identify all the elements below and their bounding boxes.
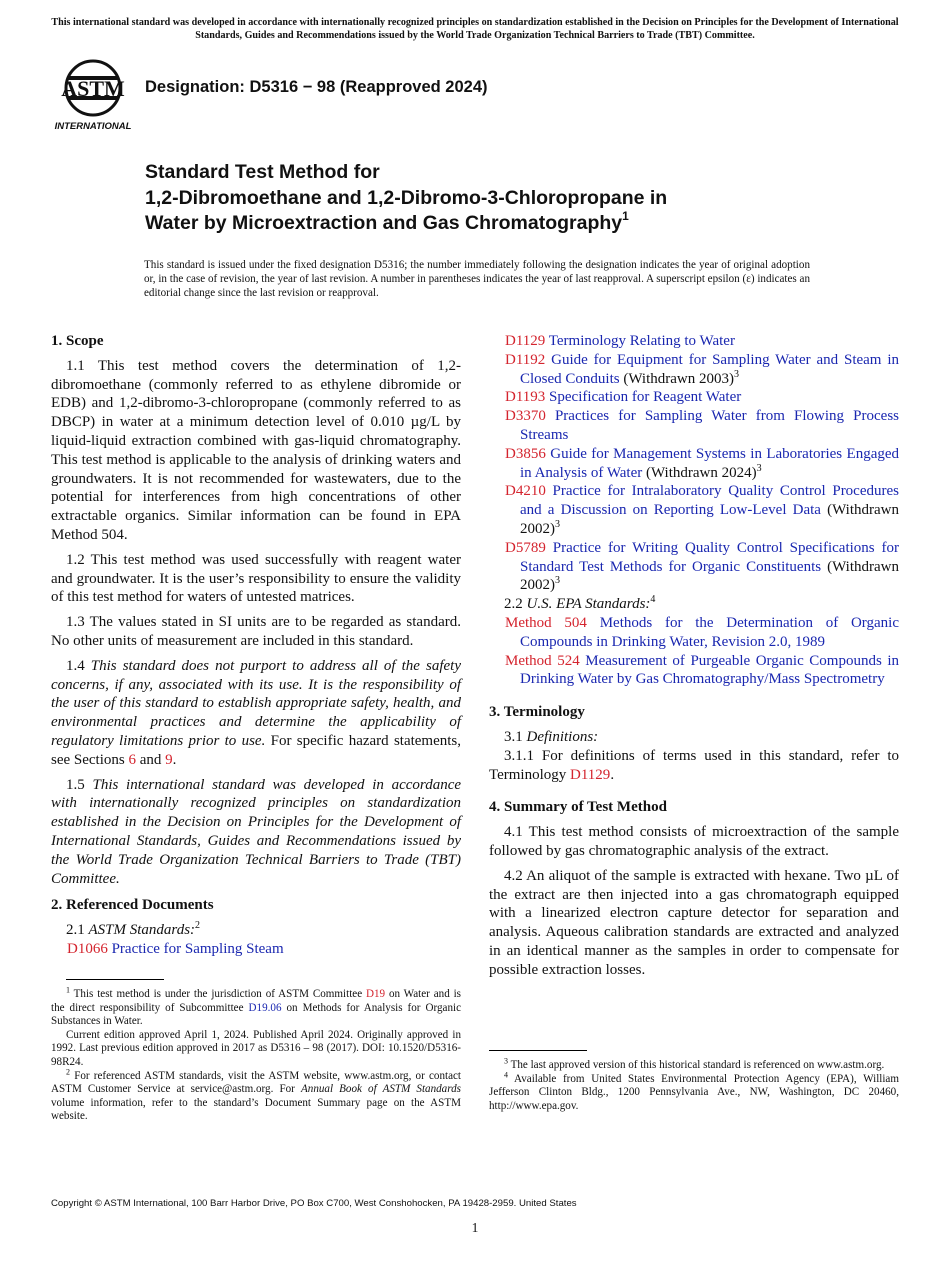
footnote-4-text: Available from United States Environmental Protection Agency (EPA), William Jefferson Clinton Bldg., 1200 Pennsylvania Ave., NW, Washington, DC 20460, http://www.epa.gov.	[489, 1072, 899, 1112]
ref-code[interactable]: D1129	[505, 333, 546, 349]
para-1-4-and: and	[139, 751, 162, 768]
ref-title[interactable]: Terminology Relating to Water	[548, 333, 735, 349]
terminology-link-d1129[interactable]: D1129	[570, 766, 611, 783]
ref-code[interactable]: Method 524	[505, 652, 580, 669]
footnote-1-text-c: on Methods for Analysis for Organic Substances in Water.	[51, 1001, 461, 1028]
footnote-rule-right	[489, 1050, 587, 1051]
ref-code[interactable]: D1193	[505, 389, 546, 406]
para-2-1-num: 2.1	[66, 922, 85, 939]
ref-item[interactable]	[489, 614, 899, 652]
astm-standards-sup: 2	[195, 920, 201, 932]
title-line-2: 1,2-Dibromoethane and 1,2-Dibromo-3-Chloropropane in	[145, 186, 668, 209]
subcommittee-d19-06-link[interactable]: D19.06	[248, 1001, 282, 1014]
ref-title[interactable]: Practice for Intralaboratory Quality Control Procedures and a Discussion on Reporting Low-Level Data	[520, 483, 899, 519]
ref-item[interactable]	[489, 388, 899, 407]
ref-title[interactable]: Practice for Sampling Steam	[111, 940, 284, 957]
right-column	[489, 332, 899, 986]
footnote-2-italic: Annual Book of ASTM Standards	[301, 1083, 462, 1096]
ref-code[interactable]: D1066	[67, 940, 108, 957]
para-4-1: 4.1 This test method consists of microextraction of the sample followed by gas chromatographic analysis of the extract.	[489, 824, 899, 859]
epa-standards-label: U.S. EPA Standards:	[526, 596, 651, 613]
section-6-link[interactable]: 6	[128, 751, 136, 768]
para-1-3: 1.3 The values stated in SI units are to be regarded as standard. No other units of measurement are included in this standard.	[51, 614, 461, 649]
section-9-link[interactable]: 9	[165, 751, 173, 768]
footnote-4-num: 4	[504, 1069, 508, 1079]
title-footnote-mark: 1	[622, 208, 629, 223]
para-2-1	[51, 921, 461, 940]
tbt-notice: This international standard was developed in accordance with internationally recognized principles on standardization established in the Decision on Principles for the Development of International Standards, Guides and Recommendations issued by the World Trade Organization Technical Barriers to Trade (TBT) Committee.	[51, 17, 899, 41]
para-1-5	[51, 776, 461, 889]
para-3-1	[489, 728, 899, 747]
ref-note: (Withdrawn 2024)	[646, 464, 757, 481]
title-line-1: Standard Test Method for	[145, 161, 380, 183]
para-1-4-num: 1.4	[66, 657, 85, 674]
para-4-2: 4.2 An aliquot of the sample is extracted with hexane. Two µL of the extract are then injected into a gas chromatograph equipped with a linearized electron capture detector for separation and analysis. Aqueous calibration standards are extracted and analyzed in an identical manner as the samples in order to compensate for possible extraction losses.	[489, 867, 899, 978]
astm-logo	[52, 56, 134, 132]
ref-title[interactable]: Guide for Equipment for Sampling Water and Steam in Closed Conduits	[520, 351, 900, 387]
footnote-1-num: 1	[66, 985, 70, 995]
logo-text: INTERNATIONAL	[54, 121, 132, 132]
para-2-2	[489, 595, 899, 614]
title-line-3-text: Water by Microextraction and Gas Chromatography	[145, 212, 623, 234]
para-3-1-1-end: .	[610, 766, 615, 783]
ref-title[interactable]: Practices for Sampling Water from Flowing Process Streams	[520, 408, 899, 443]
ref-code[interactable]: D1192	[505, 351, 546, 368]
footnote-rule-left	[66, 979, 164, 980]
footnote-1-text-b: on Water and is the direct responsibility of Subcommittee	[51, 988, 461, 1014]
ref-sup: 3	[555, 518, 560, 530]
ref-title[interactable]: Guide for Management Systems in Laboratories Engaged in Analysis of Water	[520, 445, 900, 481]
ref-sup: 3	[756, 462, 762, 474]
para-1-4-text: For specific hazard statements, see Sections	[51, 732, 462, 768]
section-4-heading: 4. Summary of Test Method	[489, 799, 667, 816]
epa-standards-sup: 4	[650, 594, 656, 606]
designation: Designation: D5316 − 98 (Reapproved 2024)	[145, 78, 488, 96]
footnote-2	[51, 1066, 462, 1124]
committee-d19-link[interactable]: D19	[365, 988, 386, 1000]
para-1-4-italic: This standard does not purport to address all of the safety concerns, if any, associated with its use. It is the responsibility of the user of this standard to establish appropriate safety, health, and environmental practices and determine the applicability of regulatory limitations prior to use.	[51, 657, 461, 749]
para-3-1-1-text: 3.1.1 For definitions of terms used in this standard, refer to Terminology	[489, 747, 899, 783]
footnote-2-text-b: volume information, refer to the standard’s Document Summary page on the ASTM website.	[51, 1096, 461, 1123]
footnote-2-text-a: For referenced ASTM standards, visit the ASTM website, www.astm.org, or contact ASTM Customer Service at service@astm.org. For	[51, 1069, 461, 1096]
ref-code[interactable]: D5789	[505, 539, 546, 556]
ref-title[interactable]: Methods for the Determination of Organic Compounds in Drinking Water, Revision 2.0, 1989	[520, 614, 899, 650]
ref-title[interactable]: Measurement of Purgeable Organic Compounds in Drinking Water by Gas Chromatography/Mass Spectrometry	[520, 652, 899, 688]
para-3-1-1	[489, 747, 899, 785]
left-column	[51, 332, 461, 959]
ref-title[interactable]: Practice for Writing Quality Control Specifications for Standard Test Methods for Organic Constituents	[520, 539, 900, 575]
ref-title[interactable]: Specification for Reagent Water	[549, 389, 742, 406]
footnote-3	[489, 1056, 899, 1073]
copyright-line: Copyright © ASTM International, 100 Barr Harbor Drive, PO Box C700, West Conshohocken, PA 19428-2959. United States	[51, 1198, 577, 1209]
ref-item[interactable]	[489, 482, 899, 538]
ref-item[interactable]	[489, 407, 899, 445]
standard-issue-note: This standard is issued under the fixed designation D5316; the number immediately following the designation indicates the year of original adoption or, in the case of revision, the year of last revision. A number in parentheses indicates the year of last reapproval. A superscript epsilon (ε) indicates an editorial change since the last revision or reapproval.	[144, 259, 810, 300]
footnote-4	[489, 1069, 899, 1114]
document-title	[145, 160, 885, 237]
ref-item[interactable]	[489, 351, 899, 389]
para-3-1-num: 3.1	[504, 728, 523, 745]
ref-item[interactable]	[489, 445, 899, 483]
astm-logo-icon	[52, 56, 134, 132]
ref-code[interactable]: D4210	[505, 483, 546, 500]
ref-sup: 3	[733, 368, 739, 380]
page-number: 1	[471, 1220, 479, 1235]
ref-item[interactable]	[489, 332, 899, 351]
ref-item[interactable]	[51, 940, 461, 959]
section-2-heading: 2. Referenced Documents	[51, 897, 214, 914]
footnote-1	[51, 985, 461, 1029]
ref-note: (Withdrawn 2003)	[623, 370, 734, 387]
footnote-3-text: The last approved version of this historical standard is referenced on www.astm.org.	[510, 1059, 885, 1071]
ref-note: (Withdrawn 2002)	[520, 502, 899, 537]
section-1-heading: 1. Scope	[51, 333, 104, 349]
footnote-3-num: 3	[504, 1056, 508, 1066]
footnote-1-text-a: This test method is under the jurisdiction of ASTM Committee	[73, 988, 363, 1000]
title-line-3	[145, 208, 885, 237]
para-1-2: 1.2 This test method was used successfully with reagent water and groundwater. It is the user’s responsibility to ensure the validity of this test method for waters of untested matrices.	[51, 551, 461, 606]
footnotes-left	[51, 985, 462, 1124]
astm-standards-label: ASTM Standards:	[88, 922, 196, 939]
ref-code[interactable]: D3370	[505, 408, 546, 425]
para-1-5-italic: This international standard was developed in accordance with internationally recognized principles on standardization established in the Decision on Principles for the Development of International Standards, Guides and Recommendations issued by the World Trade Organization Technical Barriers to Trade (TBT) Committee.	[51, 776, 462, 887]
ref-note: (Withdrawn 2002)	[520, 558, 899, 594]
section-3-heading: 3. Terminology	[489, 704, 585, 721]
definitions-label: Definitions:	[526, 728, 599, 745]
para-1-4: 1.4 This standard does not purport to address all of the safety concerns, if any, associated with its use. It is the responsibility of the user of this standard to establish appropriate safety, health, and environmental practices and determine the applicability of regulatory limitations prior to use. For specific hazard statements, see Sections 6 and 9.	[51, 657, 462, 768]
ref-code[interactable]: Method 504	[505, 614, 587, 631]
para-2-2-num: 2.2	[504, 596, 523, 613]
ref-code[interactable]: D3856	[505, 445, 546, 462]
para-1-1: 1.1 This test method covers the determination of 1,2-dibromoethane (commonly referred to as ethylene dibromide or EDB) and 1,2-dibromo-3-chloropropane (commonly referred to as DBCP) in water at a minimum detection level of 0.010 µg/L by liquid-liquid extraction combined with gas-liquid chromatography. This test method is applicable to the analysis of drinking waters and groundwaters. It is not recommended for wastewaters, due to the potential for interferences from high concentrations of other extractable organics. Similar information can be found in EPA Method 504.	[51, 357, 461, 543]
footnote-2-num: 2	[66, 1066, 70, 1076]
ref-item[interactable]	[489, 539, 899, 595]
footnote-1-edition: Current edition approved April 1, 2024. Published April 2024. Originally approved in 1992. Last previous edition approved in 2017 as D5316 – 98 (2017). DOI: 10.1520/D5316-98R24.	[51, 1028, 461, 1068]
ref-item[interactable]	[489, 652, 899, 690]
logo-glyph: ASTM	[61, 76, 125, 101]
footnotes-right	[489, 1056, 899, 1113]
ref-sup: 3	[555, 575, 560, 587]
para-1-5-num: 1.5	[66, 776, 85, 793]
